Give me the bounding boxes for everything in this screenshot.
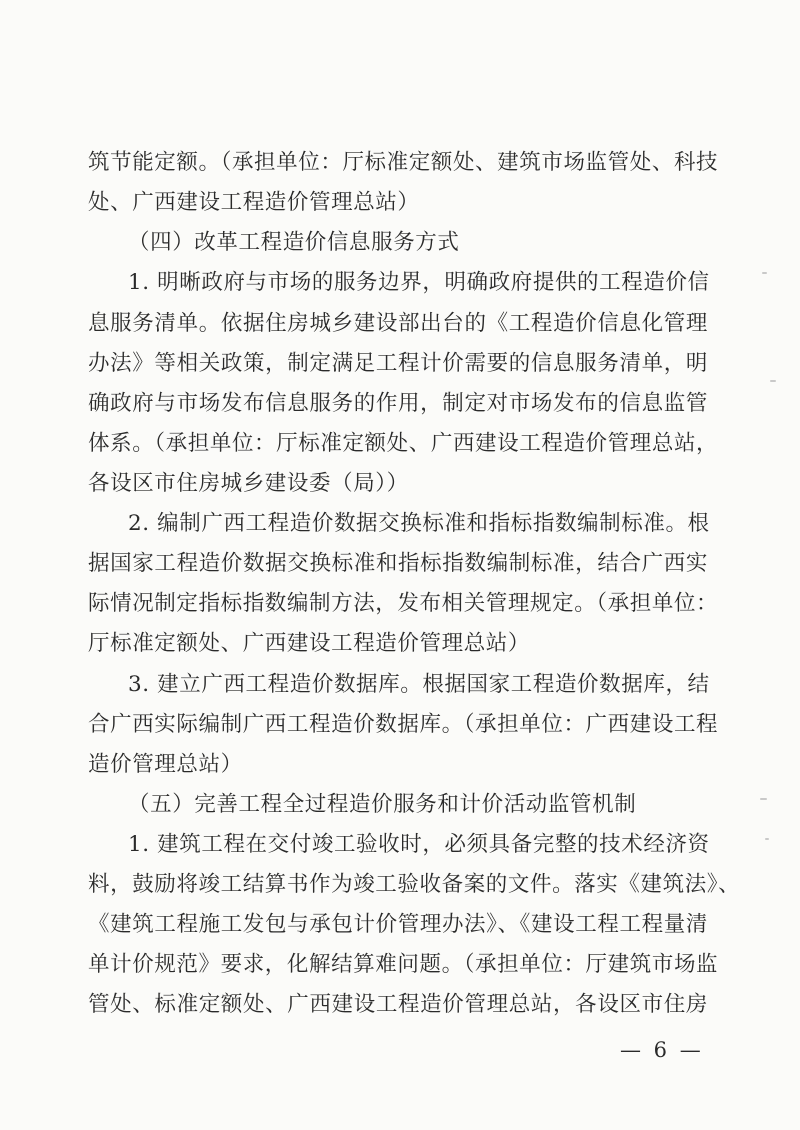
text-line: 体系。（承担单位：厅标准定额处、广西建设工程造价管理总站， [88, 431, 719, 456]
text-line: 合广西实际编制广西工程造价数据库。（承担单位：广西建设工程 [88, 712, 719, 737]
text-line: 据国家工程造价数据交换标准和指标指数编制标准，结合广西实 [88, 551, 708, 576]
text-line: 办法》等相关政策，制定满足工程计价需要的信息服务清单，明 [88, 351, 708, 376]
text-line: 3. 建立广西工程造价数据库。根据国家工程造价数据库，结 [128, 672, 710, 697]
text-line: 厅标准定额处、广西建设工程造价管理总站） [88, 631, 531, 656]
scan-speck [770, 380, 776, 382]
text-line: 筑节能定额。（承担单位：厅标准定额处、建筑市场监管处、科技 [88, 150, 719, 175]
section-heading: （四）改革工程造价信息服务方式 [128, 230, 460, 255]
text-line: 际情况制定指标指数编制方法，发布相关管理规定。（承担单位： [88, 591, 719, 616]
text-line: 料，鼓励将竣工结算书作为竣工验收备案的文件。落实《建筑法》、 [88, 872, 741, 897]
text-line: 2. 编制广西工程造价数据交换标准和指标指数编制标准。根 [128, 511, 710, 536]
text-line: 1. 建筑工程在交付竣工验收时，必须具备完整的技术经济资 [128, 832, 710, 857]
text-line: 管处、标准定额处、广西建设工程造价管理总站，各设区市住房 [88, 992, 708, 1017]
text-line: 确政府与市场发布信息服务的作用，制定对市场发布的信息监管 [88, 391, 708, 416]
text-line: 《建筑工程施工发包与承包计价管理办法》、《建设工程工程量清 [88, 912, 708, 937]
text-line: 单计价规范》要求，化解结算难问题。（承担单位：厅建筑市场监 [88, 952, 719, 977]
page-number: — 6 — [620, 1038, 704, 1062]
scan-speck [765, 838, 769, 840]
text-line: 各设区市住房城乡建设委（局）） [88, 471, 409, 496]
scan-speck [760, 798, 767, 800]
text-line: 造价管理总站） [88, 752, 243, 777]
text-line: 处、广西建设工程造价管理总站） [88, 190, 420, 215]
text-line: 息服务清单。依据住房城乡建设部出台的《工程造价信息化管理 [88, 311, 708, 336]
scan-speck [762, 272, 767, 274]
section-heading: （五）完善工程全过程造价服务和计价活动监管机制 [128, 792, 637, 817]
text-line: 1. 明晰政府与市场的服务边界，明确政府提供的工程造价信 [128, 270, 710, 295]
